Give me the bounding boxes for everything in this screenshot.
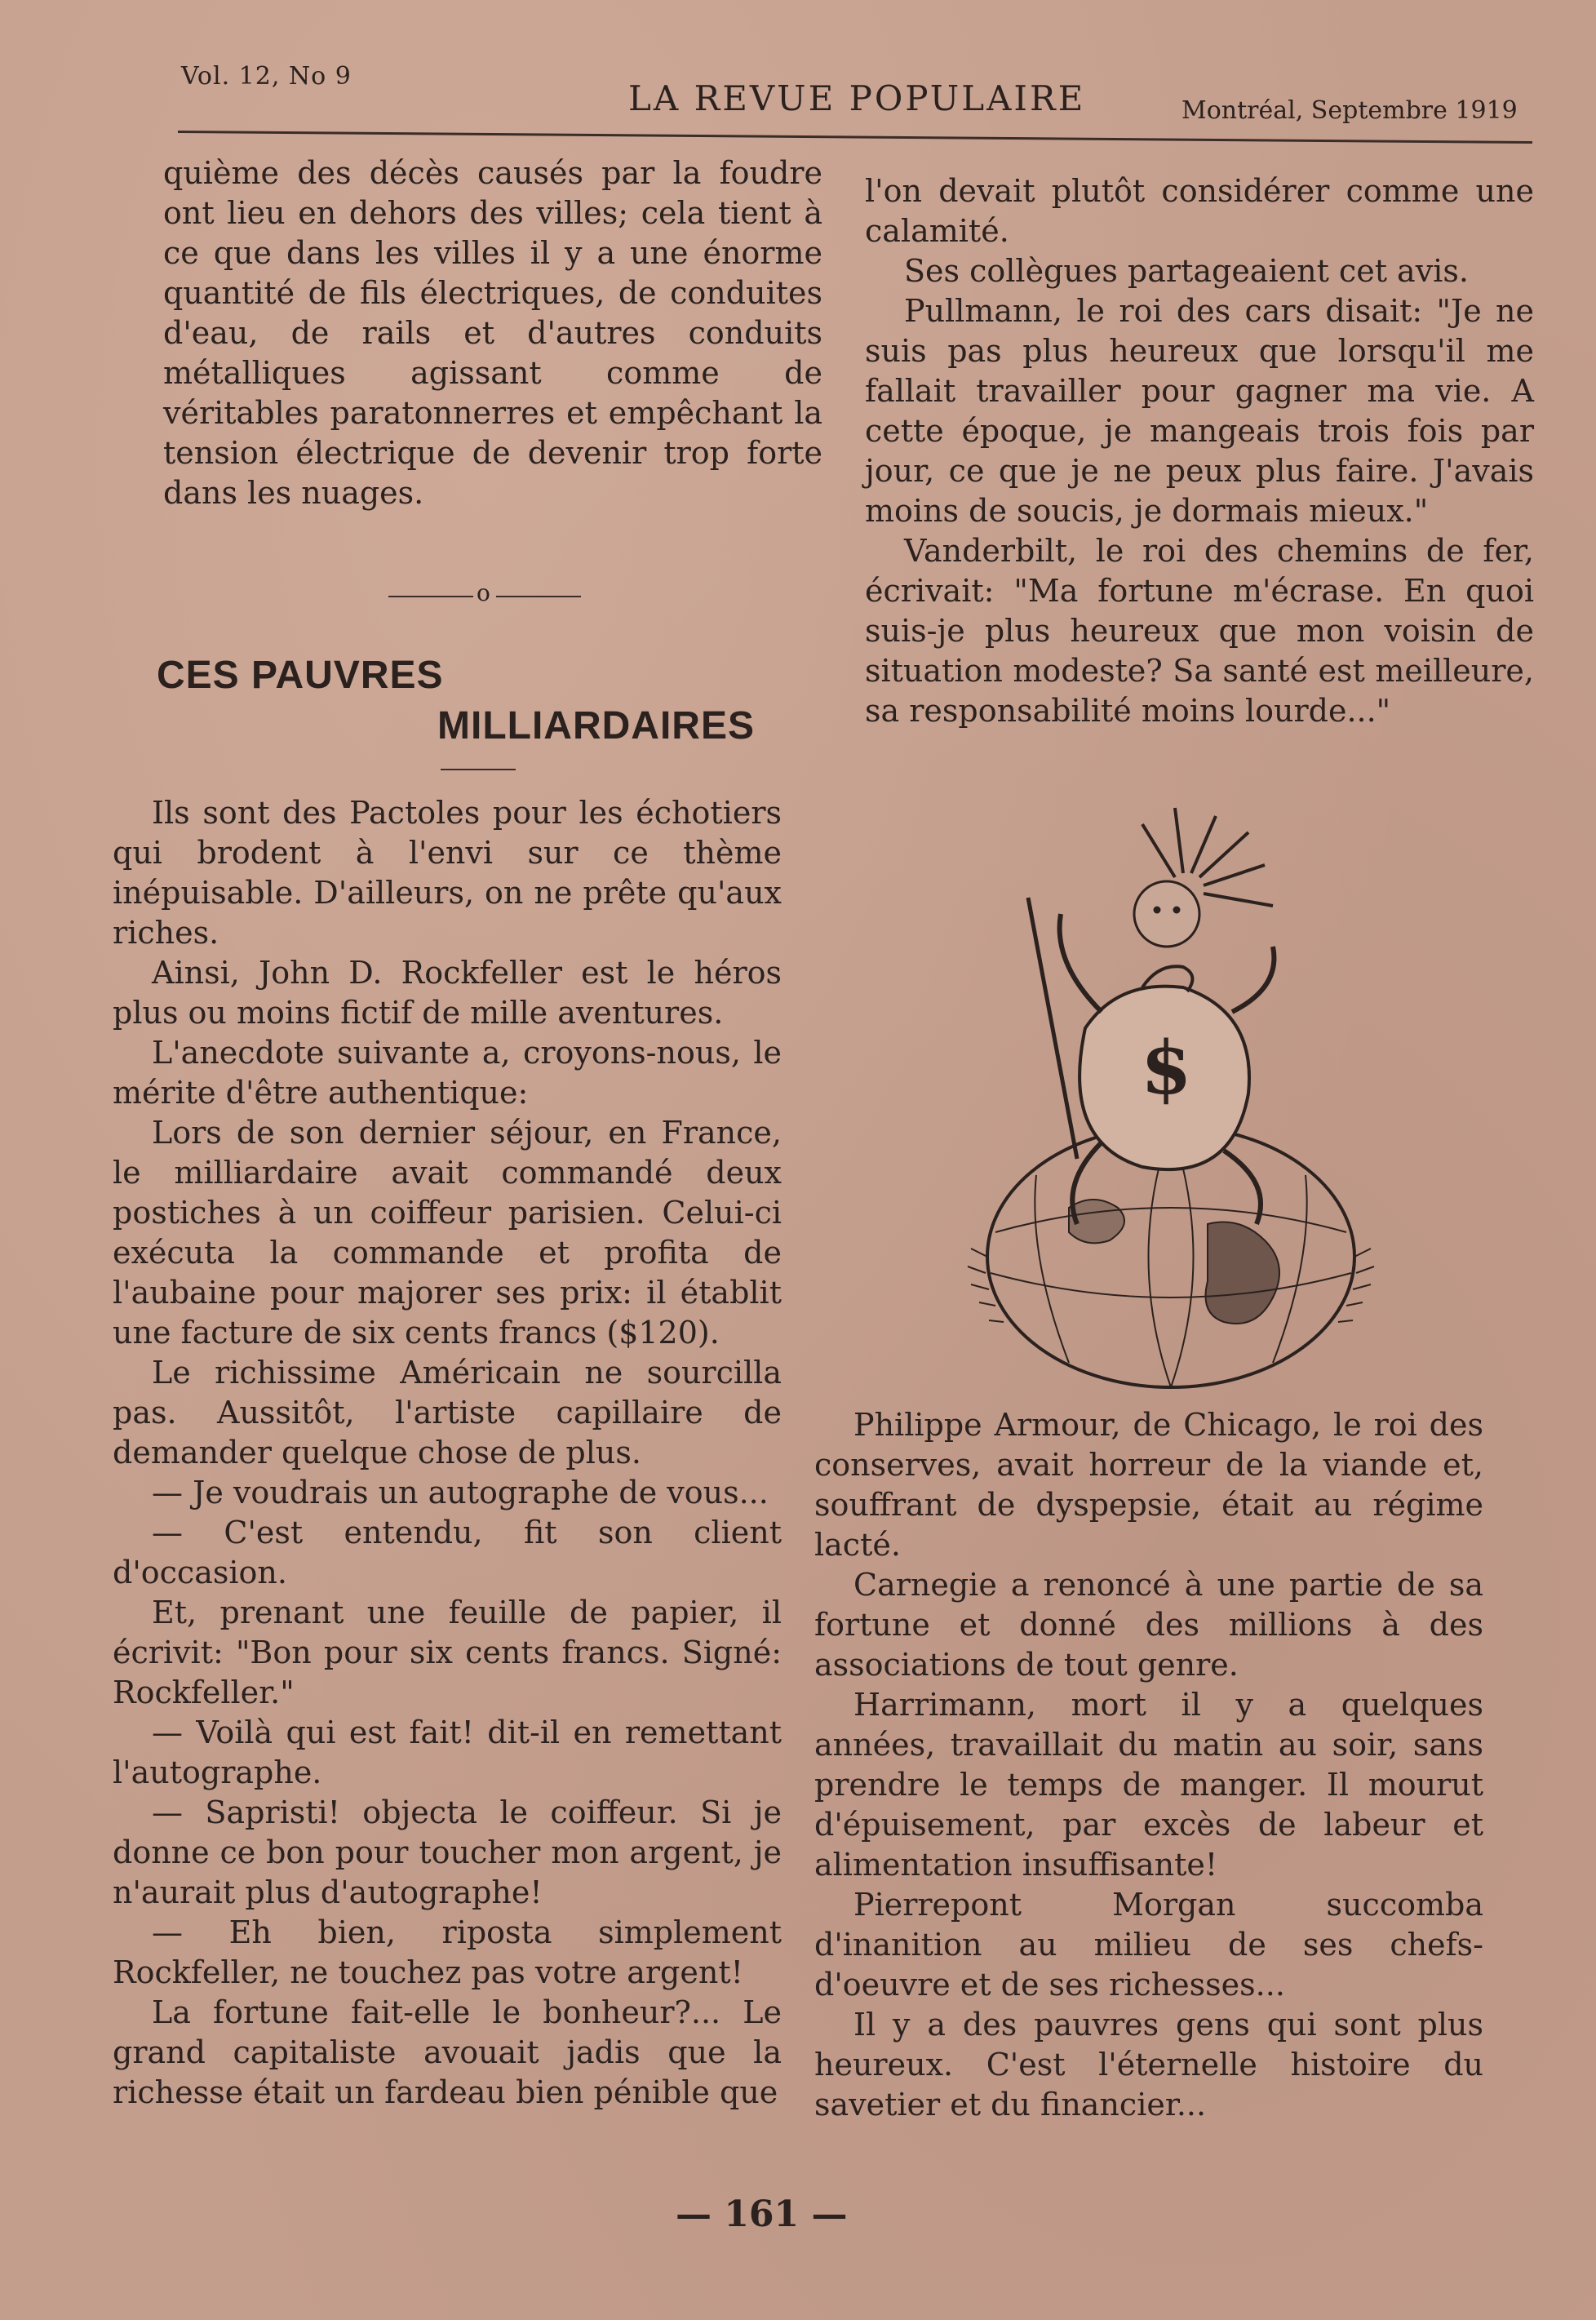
left-column-article — [113, 793, 782, 2113]
paragraph: l'on devait plutôt considérer comme une calamité. — [865, 173, 1534, 249]
left-column-top — [163, 153, 822, 513]
paragraph: Vanderbilt, le roi des chemins de fer, écrivait: "Ma fortune m'écrase. En quoi suis-je plus heureux que mon voisin de situation modeste? Sa santé est meilleure, sa responsabilité moins lourde..." — [865, 533, 1534, 729]
page-header — [0, 0, 1596, 163]
moneybag-on-globe-icon — [938, 800, 1403, 1404]
article-headline-line2: MILLIARDAIRES — [437, 704, 755, 747]
right-column-article — [814, 1405, 1483, 2125]
paragraph: Il y a des pauvres gens qui sont plus heureux. C'est l'éternelle histoire du savetier et du financier... — [814, 2007, 1483, 2123]
article-headline-line1: CES PAUVRES — [157, 654, 444, 697]
publication-title: LA REVUE POPULAIRE — [628, 78, 1086, 118]
paragraph: Carnegie a renoncé à une partie de sa fortune et donné des millions à des associations de tout genre. — [814, 1567, 1483, 1683]
paragraph: Ainsi, John D. Rockfeller est le héros plus ou moins fictif de mille aventures. — [113, 955, 782, 1031]
right-column-top — [865, 171, 1534, 731]
volume-number: Vol. 12, No 9 — [181, 62, 352, 91]
paragraph: Pierrepont Morgan succomba d'inanition au milieu de ses chefs-d'oeuvre et de ses richesses... — [814, 1887, 1483, 2003]
separator-rule-right — [496, 596, 581, 597]
paragraph: L'anecdote suivante a, croyons-nous, le mérite d'être authentique: — [113, 1035, 782, 1111]
paragraph: Ils sont des Pactoles pour les échotiers qui brodent à l'envi sur ce thème inépuisable. D'ailleurs, on ne prête qu'aux riches. — [113, 795, 782, 951]
paragraph: Harrimann, mort il y a quelques années, travaillait du matin au soir, sans prendre le temps de manger. Il mourut d'épuisement, par excès de labeur et alimentation insuffisante! — [814, 1687, 1483, 1883]
paragraph: quième des décès causés par la foudre ont lieu en dehors des villes; cela tient à ce que dans les villes il y a une énorme quantité de fils électriques, de conduites d'eau, de rails et d'autres conduits métalliques agissant comme de véritables paratonnerres et empêchant la tension électrique de devenir trop forte dans les nuages. — [163, 155, 822, 511]
dollar-sign: $ — [1141, 1025, 1192, 1111]
dialogue-line: — Voilà qui est fait! dit-il en remettant l'autographe. — [113, 1714, 782, 1790]
money-bag-illustration — [1028, 808, 1274, 1224]
separator-mark: o — [477, 579, 490, 606]
dialogue-line: — Eh bien, riposta simplement Rockfeller, ne touchez pas votre argent! — [113, 1914, 782, 1990]
paragraph: Le richissime Américain ne sourcilla pas. Aussitôt, l'artiste capillaire de demander quelque chose de plus. — [113, 1355, 782, 1471]
paragraph: Philippe Armour, de Chicago, le roi des conserves, avait horreur de la viande et, souffrant de dyspepsie, était au régime lacté. — [814, 1407, 1483, 1563]
header-rule — [178, 131, 1532, 144]
headline-rule — [441, 769, 516, 770]
dialogue-line: — C'est entendu, fit son client d'occasion. — [113, 1515, 782, 1590]
section-separator — [388, 579, 584, 606]
paragraph: Lors de son dernier séjour, en France, le milliardaire avait commandé deux postiches à un coiffeur parisien. Celui-ci exécuta la commande et profita de l'aubaine pour majorer ses prix: il établit une facture de six cents francs ($120). — [113, 1115, 782, 1351]
paragraph: La fortune fait-elle le bonheur?... Le grand capitaliste avouait jadis que la richesse était un fardeau bien pénible que — [113, 1994, 782, 2110]
separator-rule-left — [388, 596, 473, 597]
page-number: — 161 — — [676, 2194, 848, 2235]
issue-date: Montréal, Septembre 1919 — [1181, 96, 1518, 125]
paragraph: Et, prenant une feuille de papier, il écrivit: "Bon pour six cents francs. Signé: Rockfeller." — [113, 1595, 782, 1710]
paragraph: Ses collègues partageaient cet avis. — [904, 253, 1469, 289]
dialogue-line: — Sapristi! objecta le coiffeur. Si je donne ce bon pour toucher mon argent, je n'aurait plus d'autographe! — [113, 1794, 782, 1910]
dialogue-line: — Je voudrais un autographe de vous... — [152, 1475, 769, 1510]
paragraph: Pullmann, le roi des cars disait: "Je ne suis pas plus heureux que lorsqu'il me fallait travailler pour gagner ma vie. A cette époque, je mangeais trois fois par jour, ce que je ne peux plus faire. J'avais moins de soucis, je dormais mieux." — [865, 293, 1534, 529]
